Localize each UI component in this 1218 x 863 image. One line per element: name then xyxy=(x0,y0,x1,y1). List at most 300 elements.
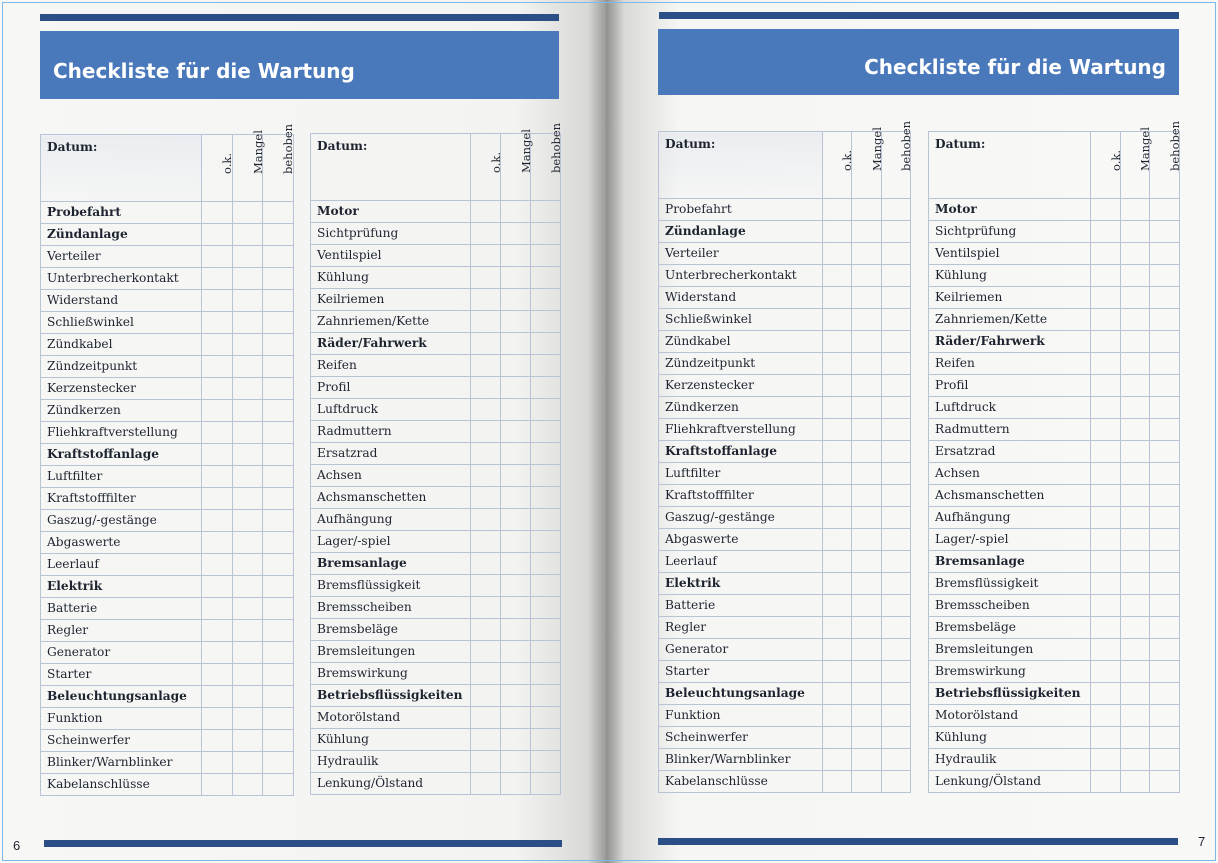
ok-checkbox-cell[interactable] xyxy=(823,617,852,639)
ok-checkbox-cell[interactable] xyxy=(823,595,852,617)
mangel-checkbox-cell[interactable] xyxy=(852,749,882,771)
mangel-checkbox-cell[interactable] xyxy=(501,751,531,773)
ok-checkbox-cell[interactable] xyxy=(823,221,852,243)
behoben-checkbox-cell[interactable] xyxy=(1150,221,1180,243)
ok-checkbox-cell[interactable] xyxy=(1091,419,1121,441)
mangel-checkbox-cell[interactable] xyxy=(233,422,263,444)
behoben-checkbox-cell[interactable] xyxy=(531,267,561,289)
behoben-checkbox-cell[interactable] xyxy=(882,463,911,485)
mangel-checkbox-cell[interactable] xyxy=(1121,419,1150,441)
behoben-checkbox-cell[interactable] xyxy=(531,465,561,487)
behoben-checkbox-cell[interactable] xyxy=(1150,463,1180,485)
ok-checkbox-cell[interactable] xyxy=(202,246,233,268)
mangel-checkbox-cell[interactable] xyxy=(852,683,882,705)
ok-checkbox-cell[interactable] xyxy=(471,553,501,575)
mangel-checkbox-cell[interactable] xyxy=(501,245,531,267)
behoben-checkbox-cell[interactable] xyxy=(1150,441,1180,463)
ok-checkbox-cell[interactable] xyxy=(202,466,233,488)
ok-checkbox-cell[interactable] xyxy=(471,509,501,531)
ok-checkbox-cell[interactable] xyxy=(1091,749,1121,771)
mangel-checkbox-cell[interactable] xyxy=(233,774,263,796)
mangel-checkbox-cell[interactable] xyxy=(852,595,882,617)
mangel-checkbox-cell[interactable] xyxy=(501,619,531,641)
mangel-checkbox-cell[interactable] xyxy=(1121,243,1150,265)
mangel-checkbox-cell[interactable] xyxy=(233,400,263,422)
behoben-checkbox-cell[interactable] xyxy=(882,397,911,419)
mangel-checkbox-cell[interactable] xyxy=(501,597,531,619)
behoben-checkbox-cell[interactable] xyxy=(1150,595,1180,617)
ok-checkbox-cell[interactable] xyxy=(202,774,233,796)
mangel-checkbox-cell[interactable] xyxy=(233,312,263,334)
mangel-checkbox-cell[interactable] xyxy=(501,707,531,729)
mangel-checkbox-cell[interactable] xyxy=(501,377,531,399)
ok-checkbox-cell[interactable] xyxy=(202,202,233,224)
behoben-checkbox-cell[interactable] xyxy=(1150,617,1180,639)
behoben-checkbox-cell[interactable] xyxy=(531,773,561,795)
ok-checkbox-cell[interactable] xyxy=(471,685,501,707)
ok-checkbox-cell[interactable] xyxy=(1091,243,1121,265)
ok-checkbox-cell[interactable] xyxy=(202,488,233,510)
behoben-checkbox-cell[interactable] xyxy=(1150,265,1180,287)
ok-checkbox-cell[interactable] xyxy=(202,268,233,290)
mangel-checkbox-cell[interactable] xyxy=(1121,705,1150,727)
behoben-checkbox-cell[interactable] xyxy=(1150,639,1180,661)
mangel-checkbox-cell[interactable] xyxy=(501,641,531,663)
behoben-checkbox-cell[interactable] xyxy=(882,419,911,441)
mangel-checkbox-cell[interactable] xyxy=(233,598,263,620)
ok-checkbox-cell[interactable] xyxy=(202,620,233,642)
mangel-checkbox-cell[interactable] xyxy=(852,507,882,529)
ok-checkbox-cell[interactable] xyxy=(202,400,233,422)
behoben-checkbox-cell[interactable] xyxy=(531,487,561,509)
ok-checkbox-cell[interactable] xyxy=(1091,331,1121,353)
behoben-checkbox-cell[interactable] xyxy=(1150,309,1180,331)
ok-checkbox-cell[interactable] xyxy=(471,663,501,685)
behoben-checkbox-cell[interactable] xyxy=(1150,397,1180,419)
mangel-checkbox-cell[interactable] xyxy=(852,727,882,749)
ok-checkbox-cell[interactable] xyxy=(471,311,501,333)
mangel-checkbox-cell[interactable] xyxy=(852,243,882,265)
ok-checkbox-cell[interactable] xyxy=(471,201,501,223)
ok-checkbox-cell[interactable] xyxy=(471,641,501,663)
ok-checkbox-cell[interactable] xyxy=(471,773,501,795)
ok-checkbox-cell[interactable] xyxy=(1091,463,1121,485)
mangel-checkbox-cell[interactable] xyxy=(233,510,263,532)
mangel-checkbox-cell[interactable] xyxy=(233,686,263,708)
mangel-checkbox-cell[interactable] xyxy=(501,311,531,333)
mangel-checkbox-cell[interactable] xyxy=(501,399,531,421)
behoben-checkbox-cell[interactable] xyxy=(882,573,911,595)
behoben-checkbox-cell[interactable] xyxy=(263,444,294,466)
behoben-checkbox-cell[interactable] xyxy=(1150,485,1180,507)
mangel-checkbox-cell[interactable] xyxy=(501,267,531,289)
mangel-checkbox-cell[interactable] xyxy=(501,553,531,575)
behoben-checkbox-cell[interactable] xyxy=(263,202,294,224)
behoben-checkbox-cell[interactable] xyxy=(531,223,561,245)
ok-checkbox-cell[interactable] xyxy=(823,551,852,573)
behoben-checkbox-cell[interactable] xyxy=(263,290,294,312)
mangel-checkbox-cell[interactable] xyxy=(233,202,263,224)
behoben-checkbox-cell[interactable] xyxy=(531,531,561,553)
behoben-checkbox-cell[interactable] xyxy=(882,551,911,573)
ok-checkbox-cell[interactable] xyxy=(471,751,501,773)
behoben-checkbox-cell[interactable] xyxy=(531,707,561,729)
behoben-checkbox-cell[interactable] xyxy=(882,265,911,287)
ok-checkbox-cell[interactable] xyxy=(202,510,233,532)
mangel-checkbox-cell[interactable] xyxy=(1121,727,1150,749)
behoben-checkbox-cell[interactable] xyxy=(1150,375,1180,397)
ok-checkbox-cell[interactable] xyxy=(471,575,501,597)
mangel-checkbox-cell[interactable] xyxy=(501,355,531,377)
behoben-checkbox-cell[interactable] xyxy=(882,529,911,551)
ok-checkbox-cell[interactable] xyxy=(823,661,852,683)
behoben-checkbox-cell[interactable] xyxy=(1150,529,1180,551)
ok-checkbox-cell[interactable] xyxy=(202,664,233,686)
mangel-checkbox-cell[interactable] xyxy=(1121,573,1150,595)
ok-checkbox-cell[interactable] xyxy=(1091,287,1121,309)
mangel-checkbox-cell[interactable] xyxy=(1121,639,1150,661)
behoben-checkbox-cell[interactable] xyxy=(263,730,294,752)
mangel-checkbox-cell[interactable] xyxy=(233,334,263,356)
behoben-checkbox-cell[interactable] xyxy=(263,642,294,664)
ok-checkbox-cell[interactable] xyxy=(823,243,852,265)
ok-checkbox-cell[interactable] xyxy=(1091,199,1121,221)
mangel-checkbox-cell[interactable] xyxy=(501,685,531,707)
behoben-checkbox-cell[interactable] xyxy=(531,663,561,685)
ok-checkbox-cell[interactable] xyxy=(823,287,852,309)
behoben-checkbox-cell[interactable] xyxy=(531,443,561,465)
ok-checkbox-cell[interactable] xyxy=(202,598,233,620)
ok-checkbox-cell[interactable] xyxy=(1091,551,1121,573)
ok-checkbox-cell[interactable] xyxy=(823,749,852,771)
behoben-checkbox-cell[interactable] xyxy=(1150,749,1180,771)
behoben-checkbox-cell[interactable] xyxy=(263,708,294,730)
behoben-checkbox-cell[interactable] xyxy=(531,333,561,355)
behoben-checkbox-cell[interactable] xyxy=(531,509,561,531)
behoben-checkbox-cell[interactable] xyxy=(263,620,294,642)
ok-checkbox-cell[interactable] xyxy=(471,597,501,619)
ok-checkbox-cell[interactable] xyxy=(1091,309,1121,331)
behoben-checkbox-cell[interactable] xyxy=(263,686,294,708)
ok-checkbox-cell[interactable] xyxy=(823,353,852,375)
ok-checkbox-cell[interactable] xyxy=(823,705,852,727)
ok-checkbox-cell[interactable] xyxy=(471,531,501,553)
mangel-checkbox-cell[interactable] xyxy=(852,573,882,595)
behoben-checkbox-cell[interactable] xyxy=(882,749,911,771)
ok-checkbox-cell[interactable] xyxy=(202,752,233,774)
mangel-checkbox-cell[interactable] xyxy=(501,333,531,355)
behoben-checkbox-cell[interactable] xyxy=(263,400,294,422)
ok-checkbox-cell[interactable] xyxy=(202,708,233,730)
behoben-checkbox-cell[interactable] xyxy=(1150,353,1180,375)
behoben-checkbox-cell[interactable] xyxy=(882,727,911,749)
ok-checkbox-cell[interactable] xyxy=(823,639,852,661)
ok-checkbox-cell[interactable] xyxy=(823,375,852,397)
behoben-checkbox-cell[interactable] xyxy=(882,683,911,705)
mangel-checkbox-cell[interactable] xyxy=(1121,771,1150,793)
ok-checkbox-cell[interactable] xyxy=(202,532,233,554)
behoben-checkbox-cell[interactable] xyxy=(882,309,911,331)
behoben-checkbox-cell[interactable] xyxy=(531,289,561,311)
ok-checkbox-cell[interactable] xyxy=(202,554,233,576)
mangel-checkbox-cell[interactable] xyxy=(501,487,531,509)
mangel-checkbox-cell[interactable] xyxy=(501,773,531,795)
behoben-checkbox-cell[interactable] xyxy=(263,576,294,598)
ok-checkbox-cell[interactable] xyxy=(823,771,852,793)
mangel-checkbox-cell[interactable] xyxy=(1121,375,1150,397)
mangel-checkbox-cell[interactable] xyxy=(233,268,263,290)
behoben-checkbox-cell[interactable] xyxy=(531,641,561,663)
ok-checkbox-cell[interactable] xyxy=(823,507,852,529)
mangel-checkbox-cell[interactable] xyxy=(852,397,882,419)
mangel-checkbox-cell[interactable] xyxy=(852,771,882,793)
mangel-checkbox-cell[interactable] xyxy=(233,642,263,664)
ok-checkbox-cell[interactable] xyxy=(471,245,501,267)
mangel-checkbox-cell[interactable] xyxy=(852,639,882,661)
mangel-checkbox-cell[interactable] xyxy=(233,488,263,510)
behoben-checkbox-cell[interactable] xyxy=(531,553,561,575)
mangel-checkbox-cell[interactable] xyxy=(501,443,531,465)
mangel-checkbox-cell[interactable] xyxy=(1121,661,1150,683)
ok-checkbox-cell[interactable] xyxy=(471,729,501,751)
behoben-checkbox-cell[interactable] xyxy=(531,597,561,619)
behoben-checkbox-cell[interactable] xyxy=(531,729,561,751)
mangel-checkbox-cell[interactable] xyxy=(1121,507,1150,529)
behoben-checkbox-cell[interactable] xyxy=(882,375,911,397)
behoben-checkbox-cell[interactable] xyxy=(531,377,561,399)
behoben-checkbox-cell[interactable] xyxy=(263,466,294,488)
behoben-checkbox-cell[interactable] xyxy=(882,617,911,639)
ok-checkbox-cell[interactable] xyxy=(1091,573,1121,595)
ok-checkbox-cell[interactable] xyxy=(202,334,233,356)
ok-checkbox-cell[interactable] xyxy=(823,419,852,441)
ok-checkbox-cell[interactable] xyxy=(471,355,501,377)
mangel-checkbox-cell[interactable] xyxy=(1121,683,1150,705)
behoben-checkbox-cell[interactable] xyxy=(1150,551,1180,573)
mangel-checkbox-cell[interactable] xyxy=(1121,749,1150,771)
mangel-checkbox-cell[interactable] xyxy=(1121,551,1150,573)
mangel-checkbox-cell[interactable] xyxy=(1121,441,1150,463)
ok-checkbox-cell[interactable] xyxy=(1091,441,1121,463)
ok-checkbox-cell[interactable] xyxy=(471,619,501,641)
mangel-checkbox-cell[interactable] xyxy=(852,617,882,639)
behoben-checkbox-cell[interactable] xyxy=(882,705,911,727)
mangel-checkbox-cell[interactable] xyxy=(1121,331,1150,353)
behoben-checkbox-cell[interactable] xyxy=(882,771,911,793)
mangel-checkbox-cell[interactable] xyxy=(233,554,263,576)
mangel-checkbox-cell[interactable] xyxy=(233,752,263,774)
mangel-checkbox-cell[interactable] xyxy=(1121,199,1150,221)
ok-checkbox-cell[interactable] xyxy=(823,265,852,287)
ok-checkbox-cell[interactable] xyxy=(1091,397,1121,419)
behoben-checkbox-cell[interactable] xyxy=(263,224,294,246)
behoben-checkbox-cell[interactable] xyxy=(1150,507,1180,529)
mangel-checkbox-cell[interactable] xyxy=(1121,529,1150,551)
ok-checkbox-cell[interactable] xyxy=(471,443,501,465)
behoben-checkbox-cell[interactable] xyxy=(531,245,561,267)
mangel-checkbox-cell[interactable] xyxy=(852,353,882,375)
behoben-checkbox-cell[interactable] xyxy=(1150,199,1180,221)
behoben-checkbox-cell[interactable] xyxy=(882,287,911,309)
behoben-checkbox-cell[interactable] xyxy=(263,510,294,532)
mangel-checkbox-cell[interactable] xyxy=(501,531,531,553)
behoben-checkbox-cell[interactable] xyxy=(1150,573,1180,595)
mangel-checkbox-cell[interactable] xyxy=(1121,463,1150,485)
ok-checkbox-cell[interactable] xyxy=(471,487,501,509)
behoben-checkbox-cell[interactable] xyxy=(263,554,294,576)
mangel-checkbox-cell[interactable] xyxy=(852,419,882,441)
mangel-checkbox-cell[interactable] xyxy=(852,551,882,573)
behoben-checkbox-cell[interactable] xyxy=(263,378,294,400)
mangel-checkbox-cell[interactable] xyxy=(1121,485,1150,507)
behoben-checkbox-cell[interactable] xyxy=(531,751,561,773)
mangel-checkbox-cell[interactable] xyxy=(1121,595,1150,617)
mangel-checkbox-cell[interactable] xyxy=(852,661,882,683)
behoben-checkbox-cell[interactable] xyxy=(531,685,561,707)
mangel-checkbox-cell[interactable] xyxy=(501,509,531,531)
ok-checkbox-cell[interactable] xyxy=(1091,617,1121,639)
ok-checkbox-cell[interactable] xyxy=(471,399,501,421)
mangel-checkbox-cell[interactable] xyxy=(852,529,882,551)
ok-checkbox-cell[interactable] xyxy=(823,683,852,705)
ok-checkbox-cell[interactable] xyxy=(202,730,233,752)
behoben-checkbox-cell[interactable] xyxy=(531,421,561,443)
ok-checkbox-cell[interactable] xyxy=(823,397,852,419)
behoben-checkbox-cell[interactable] xyxy=(263,422,294,444)
ok-checkbox-cell[interactable] xyxy=(202,378,233,400)
mangel-checkbox-cell[interactable] xyxy=(501,289,531,311)
behoben-checkbox-cell[interactable] xyxy=(263,246,294,268)
ok-checkbox-cell[interactable] xyxy=(1091,375,1121,397)
ok-checkbox-cell[interactable] xyxy=(471,421,501,443)
ok-checkbox-cell[interactable] xyxy=(471,223,501,245)
behoben-checkbox-cell[interactable] xyxy=(263,664,294,686)
ok-checkbox-cell[interactable] xyxy=(202,422,233,444)
ok-checkbox-cell[interactable] xyxy=(1091,485,1121,507)
mangel-checkbox-cell[interactable] xyxy=(852,463,882,485)
behoben-checkbox-cell[interactable] xyxy=(1150,287,1180,309)
ok-checkbox-cell[interactable] xyxy=(471,333,501,355)
ok-checkbox-cell[interactable] xyxy=(202,686,233,708)
ok-checkbox-cell[interactable] xyxy=(1091,639,1121,661)
ok-checkbox-cell[interactable] xyxy=(823,485,852,507)
mangel-checkbox-cell[interactable] xyxy=(233,378,263,400)
mangel-checkbox-cell[interactable] xyxy=(852,705,882,727)
ok-checkbox-cell[interactable] xyxy=(1091,595,1121,617)
ok-checkbox-cell[interactable] xyxy=(823,331,852,353)
mangel-checkbox-cell[interactable] xyxy=(233,246,263,268)
mangel-checkbox-cell[interactable] xyxy=(852,221,882,243)
behoben-checkbox-cell[interactable] xyxy=(531,575,561,597)
behoben-checkbox-cell[interactable] xyxy=(263,598,294,620)
behoben-checkbox-cell[interactable] xyxy=(263,488,294,510)
mangel-checkbox-cell[interactable] xyxy=(233,664,263,686)
behoben-checkbox-cell[interactable] xyxy=(263,312,294,334)
ok-checkbox-cell[interactable] xyxy=(202,356,233,378)
behoben-checkbox-cell[interactable] xyxy=(1150,243,1180,265)
behoben-checkbox-cell[interactable] xyxy=(882,661,911,683)
behoben-checkbox-cell[interactable] xyxy=(882,331,911,353)
mangel-checkbox-cell[interactable] xyxy=(233,290,263,312)
ok-checkbox-cell[interactable] xyxy=(202,312,233,334)
behoben-checkbox-cell[interactable] xyxy=(263,356,294,378)
mangel-checkbox-cell[interactable] xyxy=(852,375,882,397)
mangel-checkbox-cell[interactable] xyxy=(1121,221,1150,243)
ok-checkbox-cell[interactable] xyxy=(202,576,233,598)
mangel-checkbox-cell[interactable] xyxy=(501,201,531,223)
behoben-checkbox-cell[interactable] xyxy=(263,532,294,554)
behoben-checkbox-cell[interactable] xyxy=(1150,683,1180,705)
mangel-checkbox-cell[interactable] xyxy=(501,223,531,245)
mangel-checkbox-cell[interactable] xyxy=(1121,265,1150,287)
mangel-checkbox-cell[interactable] xyxy=(1121,353,1150,375)
behoben-checkbox-cell[interactable] xyxy=(263,752,294,774)
ok-checkbox-cell[interactable] xyxy=(1091,705,1121,727)
ok-checkbox-cell[interactable] xyxy=(471,377,501,399)
ok-checkbox-cell[interactable] xyxy=(1091,221,1121,243)
mangel-checkbox-cell[interactable] xyxy=(1121,309,1150,331)
mangel-checkbox-cell[interactable] xyxy=(233,356,263,378)
ok-checkbox-cell[interactable] xyxy=(823,463,852,485)
behoben-checkbox-cell[interactable] xyxy=(882,441,911,463)
ok-checkbox-cell[interactable] xyxy=(471,707,501,729)
behoben-checkbox-cell[interactable] xyxy=(882,507,911,529)
mangel-checkbox-cell[interactable] xyxy=(233,224,263,246)
behoben-checkbox-cell[interactable] xyxy=(882,353,911,375)
ok-checkbox-cell[interactable] xyxy=(471,289,501,311)
behoben-checkbox-cell[interactable] xyxy=(882,199,911,221)
mangel-checkbox-cell[interactable] xyxy=(233,576,263,598)
mangel-checkbox-cell[interactable] xyxy=(501,421,531,443)
mangel-checkbox-cell[interactable] xyxy=(233,620,263,642)
ok-checkbox-cell[interactable] xyxy=(1091,529,1121,551)
mangel-checkbox-cell[interactable] xyxy=(852,309,882,331)
mangel-checkbox-cell[interactable] xyxy=(1121,617,1150,639)
behoben-checkbox-cell[interactable] xyxy=(1150,771,1180,793)
mangel-checkbox-cell[interactable] xyxy=(501,575,531,597)
ok-checkbox-cell[interactable] xyxy=(202,444,233,466)
mangel-checkbox-cell[interactable] xyxy=(501,663,531,685)
mangel-checkbox-cell[interactable] xyxy=(852,485,882,507)
mangel-checkbox-cell[interactable] xyxy=(501,729,531,751)
mangel-checkbox-cell[interactable] xyxy=(852,287,882,309)
behoben-checkbox-cell[interactable] xyxy=(882,485,911,507)
ok-checkbox-cell[interactable] xyxy=(471,267,501,289)
behoben-checkbox-cell[interactable] xyxy=(263,268,294,290)
ok-checkbox-cell[interactable] xyxy=(471,465,501,487)
behoben-checkbox-cell[interactable] xyxy=(531,399,561,421)
ok-checkbox-cell[interactable] xyxy=(1091,683,1121,705)
mangel-checkbox-cell[interactable] xyxy=(852,441,882,463)
ok-checkbox-cell[interactable] xyxy=(823,727,852,749)
behoben-checkbox-cell[interactable] xyxy=(531,355,561,377)
behoben-checkbox-cell[interactable] xyxy=(882,639,911,661)
ok-checkbox-cell[interactable] xyxy=(1091,771,1121,793)
behoben-checkbox-cell[interactable] xyxy=(882,595,911,617)
ok-checkbox-cell[interactable] xyxy=(1091,265,1121,287)
mangel-checkbox-cell[interactable] xyxy=(1121,287,1150,309)
behoben-checkbox-cell[interactable] xyxy=(1150,705,1180,727)
mangel-checkbox-cell[interactable] xyxy=(501,465,531,487)
behoben-checkbox-cell[interactable] xyxy=(531,201,561,223)
mangel-checkbox-cell[interactable] xyxy=(233,532,263,554)
ok-checkbox-cell[interactable] xyxy=(823,199,852,221)
ok-checkbox-cell[interactable] xyxy=(823,309,852,331)
mangel-checkbox-cell[interactable] xyxy=(233,444,263,466)
ok-checkbox-cell[interactable] xyxy=(202,642,233,664)
behoben-checkbox-cell[interactable] xyxy=(531,311,561,333)
ok-checkbox-cell[interactable] xyxy=(823,573,852,595)
